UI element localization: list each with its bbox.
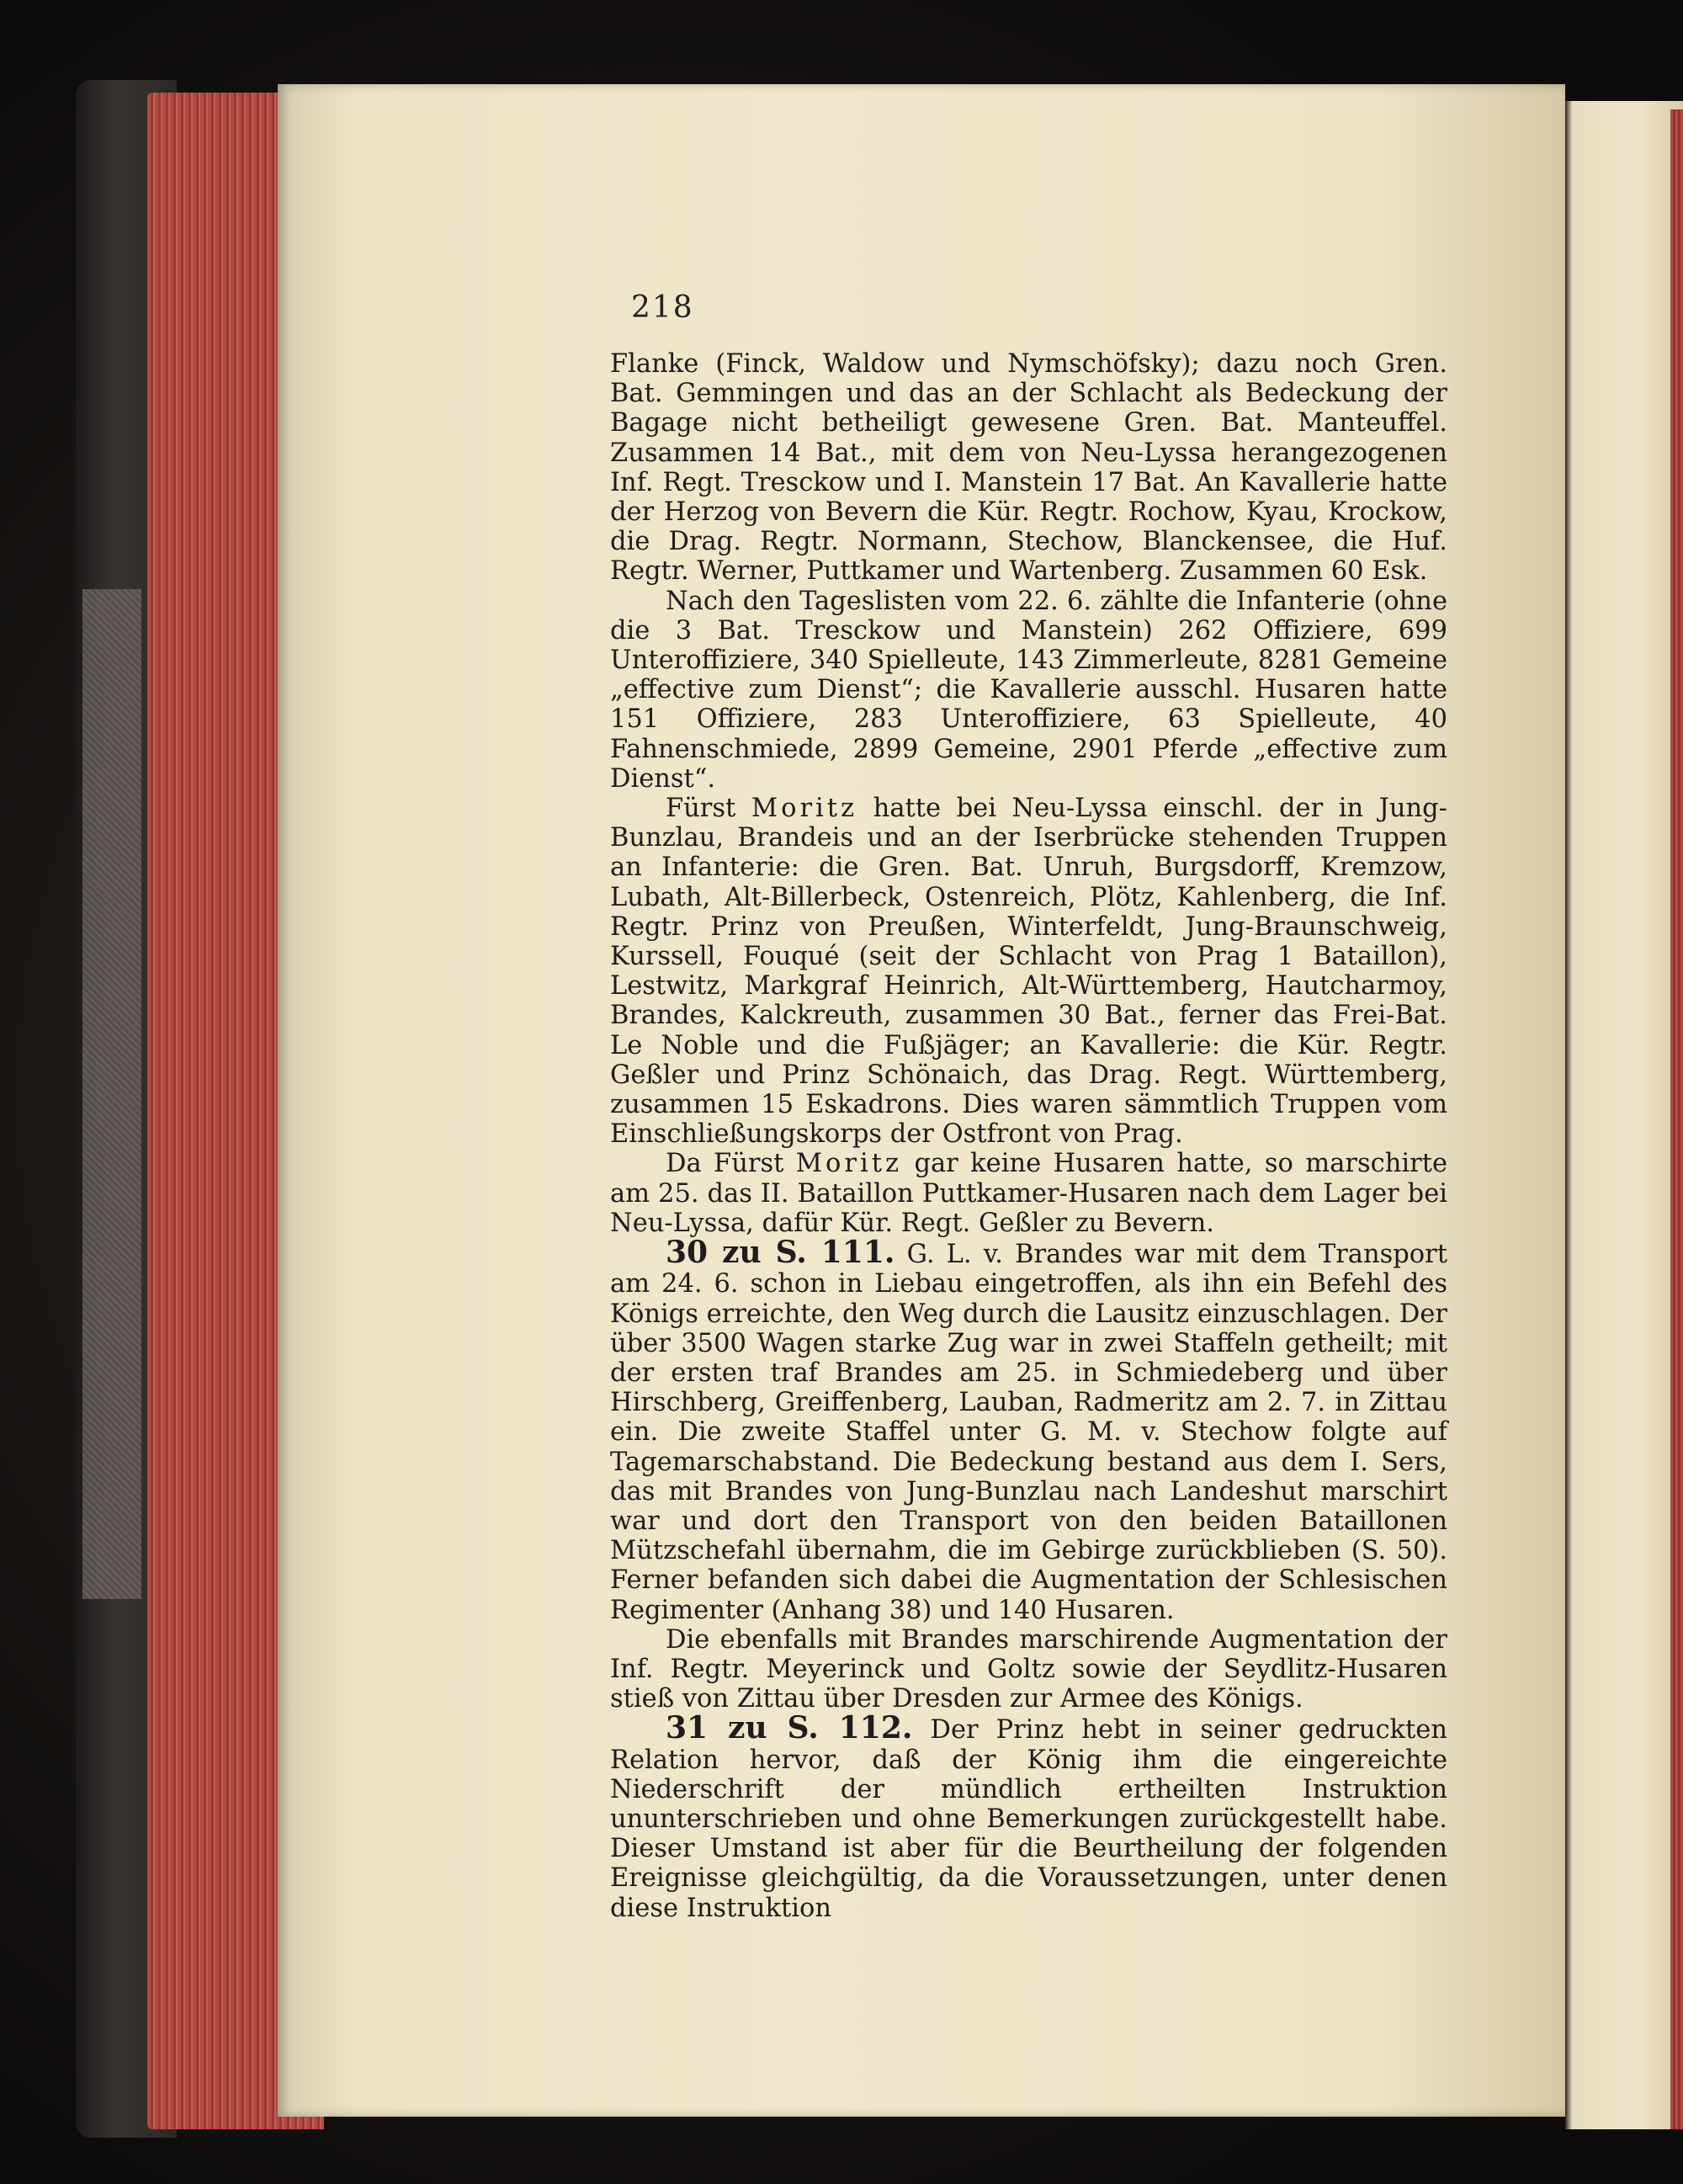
paragraph-text: Flanke (Finck, Waldow und Nymschöfsky); dazu noch Gren. Bat. Gemmingen und das an der Schlacht als Bedeckung der Bagage nicht betheiligt gewesene Gren. Bat. Manteuffel. Zusammen 14 Bat., mit dem von Neu-Lyssa herangezogenen Inf. Regt. Tresckow und I. Manstein 17 Bat. An Kavallerie hatte der Herzog von Bevern die Kür. Regtr. Rochow, Kyau, Krockow, die Drag. Regtr. Normann, Stechow, Blanckensee, die Huf. Regtr. Werner, Puttkamer und Wartenberg. Zusammen 60 Esk. [610, 349, 1447, 587]
paragraph-text: Der Prinz hebt in seiner gedruckten Relation hervor, daß der König ihm die eingereichte Niederschrift der mündlich ertheilten Instruktion ununterschrieben und ohne Bemerkungen zurückgestellt habe. Dieser Umstand ist aber für die Beurtheilung der folgenden Ereignisse gleichgültig, da die Voraussetzungen, unter denen diese Instruktion [610, 1715, 1447, 1923]
facing-page [1565, 101, 1683, 2129]
paragraph-text: gar keine Husaren hatte, so marschirte am 25. das II. Bataillon Puttkamer-Husaren nach dem Lager bei Neu-Lyssa, dafür Kür. Regt. Geßler zu Bevern. [610, 1149, 1447, 1238]
footnote-heading: 30 zu S. 111. [666, 1235, 895, 1271]
paragraph [610, 587, 1447, 794]
spaced-name: Moritz [751, 794, 858, 824]
spaced-name: Moritz [795, 1149, 903, 1179]
footnote-paragraph [610, 1710, 1447, 1923]
page-text [610, 349, 1447, 1923]
paragraph [610, 1149, 1447, 1238]
page-edges-right [1670, 109, 1683, 2129]
footnote-heading: 31 zu S. 112. [666, 1710, 913, 1746]
paragraph [610, 349, 1447, 587]
paragraph [610, 1625, 1447, 1714]
paragraph-text: Nach den Tageslisten vom 22. 6. zählte die Infanterie (ohne die 3 Bat. Tresckow und Manstein) 262 Offiziere, 699 Unteroffiziere, 340 Spielleute, 143 Zimmerleute, 8281 Gemeine „effective zum Dienst“; die Kavallerie ausschl. Husaren hatte 151 Offiziere, 283 Unteroffiziere, 63 Spielleute, 40 Fahnenschmiede, 2899 Gemeine, 2901 Pferde „effective zum Dienst“. [610, 586, 1447, 794]
paragraph-text: hatte bei Neu-Lyssa einschl. der in Jung-Bunzlau, Brandeis und an der Iserbrücke stehenden Truppen an Infanterie: die Gren. Bat. Unruh, Burgsdorff, Kremzow, Lubath, Alt-Billerbeck, Ostenreich, Plötz, Kahlenberg, die Inf. Regtr. Prinz von Preußen, Winterfeldt, Jung-Braunschweig, Kurssell, Fouqué (seit der Schlacht von Prag 1 Bataillon), Lestwitz, Markgraf Heinrich, Alt-Württemberg, Hautcharmoy, Brandes, Kalckreuth, zusammen 30 Bat., ferner das Frei-Bat. Le Noble und die Fußjäger; an Kavallerie: die Kür. Regtr. Geßler und Prinz Schönaich, das Drag. Regt. Württemberg, zusammen 15 Eskadrons. Dies waren sämmtlich Truppen vom Einschließungskorps der Ostfront von Prag. [610, 794, 1447, 1150]
paragraph-text: G. L. v. Brandes war mit dem Transport am 24. 6. schon in Liebau eingetroffen, als ihn ein Befehl des Königs erreichte, den Weg durch die Lausitz einzuschlagen. Der über 3500 Wagen starke Zug war in zwei Staffeln getheilt; mit der ersten traf Brandes am 25. in Schmiedeberg und über Hirschberg, Greiffenberg, Lauban, Radmeritz am 2. 7. in Zittau ein. Die zweite Staffel unter G. M. v. Stechow folgte auf Tagemarschabstand. Die Bedeckung bestand aus dem I. Sers, das mit Brandes von Jung-Bunzlau nach Landeshut marschirt war und dort den Transport von den beiden Bataillonen Mützschefahl übernahm, die im Gebirge zurückblieben (S. 50). Ferner befanden sich dabei die Augmentation der Schlesischen Regimenter (Anhang 38) und 140 Husaren. [610, 1240, 1447, 1625]
paragraph [610, 794, 1447, 1149]
paragraph-lead: Fürst [666, 794, 751, 824]
paragraph-lead: Da Fürst [666, 1149, 796, 1179]
cover-cloth-texture [82, 589, 141, 1599]
page-number: 218 [631, 290, 694, 325]
footnote-paragraph [610, 1235, 1447, 1625]
paragraph-text: Die ebenfalls mit Brandes marschirende Augmentation der Inf. Regtr. Meyerinck und Goltz sowie der Seydlitz-Husaren stieß von Zittau über Dresden zur Armee des Königs. [610, 1624, 1447, 1714]
